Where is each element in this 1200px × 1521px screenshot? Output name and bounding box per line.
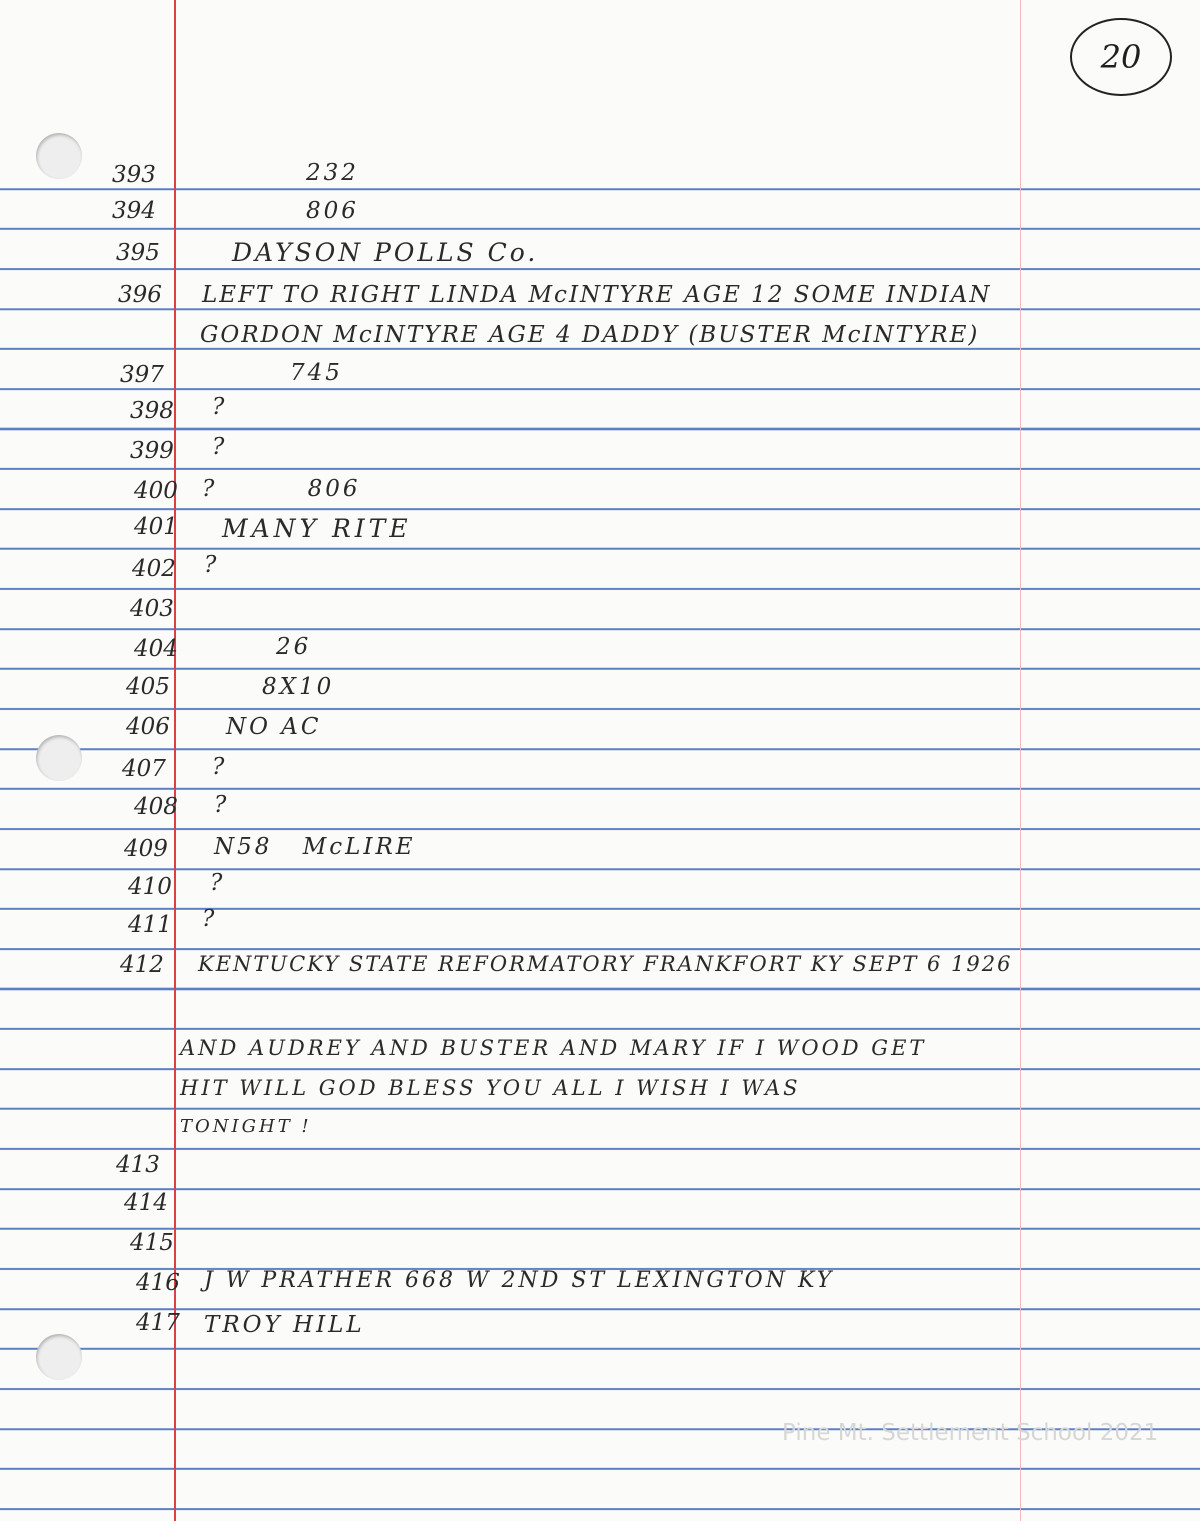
line-number: 393 (112, 162, 156, 188)
line-number: 411 (128, 912, 172, 938)
note-line: HIT WILL GOD BLESS YOU ALL I WISH I WAS (180, 1076, 801, 1100)
line-entry: ? (214, 792, 230, 818)
line-entry: DAYSON POLLS Co. (232, 238, 539, 267)
line-entry: ? (212, 394, 228, 420)
line-number: 413 (116, 1152, 160, 1178)
line-number: 401 (134, 514, 178, 540)
punch-hole (36, 735, 82, 781)
line-entry: MANY RITE (222, 514, 412, 543)
line-number: 405 (126, 674, 170, 700)
line-number: 397 (120, 362, 164, 388)
line-number: 412 (120, 952, 164, 978)
line-entry: 745 (290, 360, 343, 386)
line-entry: ? (212, 754, 228, 780)
line-entry: NO AC (226, 714, 322, 740)
line-number: 415 (130, 1230, 174, 1256)
page-number-circle: 20 (1070, 18, 1172, 96)
line-entry: J W PRATHER 668 W 2ND ST LEXINGTON KY (204, 1268, 835, 1293)
line-entry: N58 McLIRE (214, 834, 416, 860)
line-number: 400 (134, 478, 178, 504)
watermark: Pine Mt. Settlement School 2021 (782, 1420, 1159, 1446)
line-number: 398 (130, 398, 174, 424)
line-number: 409 (124, 836, 168, 862)
line-number: 417 (136, 1310, 180, 1336)
line-number: 396 (118, 282, 162, 308)
line-entry: LEFT TO RIGHT LINDA McINTYRE AGE 12 SOME INDIAN (202, 282, 992, 308)
punch-hole (36, 1334, 82, 1380)
line-number: 403 (130, 596, 174, 622)
right-margin-line (1020, 0, 1021, 1521)
line-number: 395 (116, 240, 160, 266)
line-number: 399 (130, 438, 174, 464)
note-line: AND AUDREY AND BUSTER AND MARY IF I WOOD GET (180, 1036, 927, 1060)
line-number: 416 (136, 1270, 180, 1296)
line-entry: ? 806 (202, 476, 361, 502)
line-number: 414 (124, 1190, 168, 1216)
note-line: TONIGHT ! (180, 1116, 312, 1137)
punch-hole (36, 133, 82, 179)
line-number: 406 (126, 714, 170, 740)
line-entry: KENTUCKY STATE REFORMATORY FRANKFORT KY SEPT 6 1926 (198, 952, 1013, 976)
line-number: 404 (134, 636, 178, 662)
line-number: 408 (134, 794, 178, 820)
line-entry: GORDON McINTYRE AGE 4 DADDY (BUSTER McINTYRE) (200, 322, 980, 348)
line-entry: ? (210, 870, 226, 896)
line-number: 407 (122, 756, 166, 782)
line-entry: TROY HILL (204, 1312, 365, 1338)
line-entry: 806 (306, 198, 359, 224)
line-entry: 8X10 (262, 674, 335, 700)
line-entry: 232 (306, 160, 359, 186)
line-entry: 26 (276, 634, 312, 660)
line-entry: ? (204, 552, 220, 578)
line-number: 402 (132, 556, 176, 582)
line-entry: ? (212, 434, 228, 460)
line-number: 410 (128, 874, 172, 900)
line-entry: ? (202, 906, 218, 932)
line-number: 394 (112, 198, 156, 224)
